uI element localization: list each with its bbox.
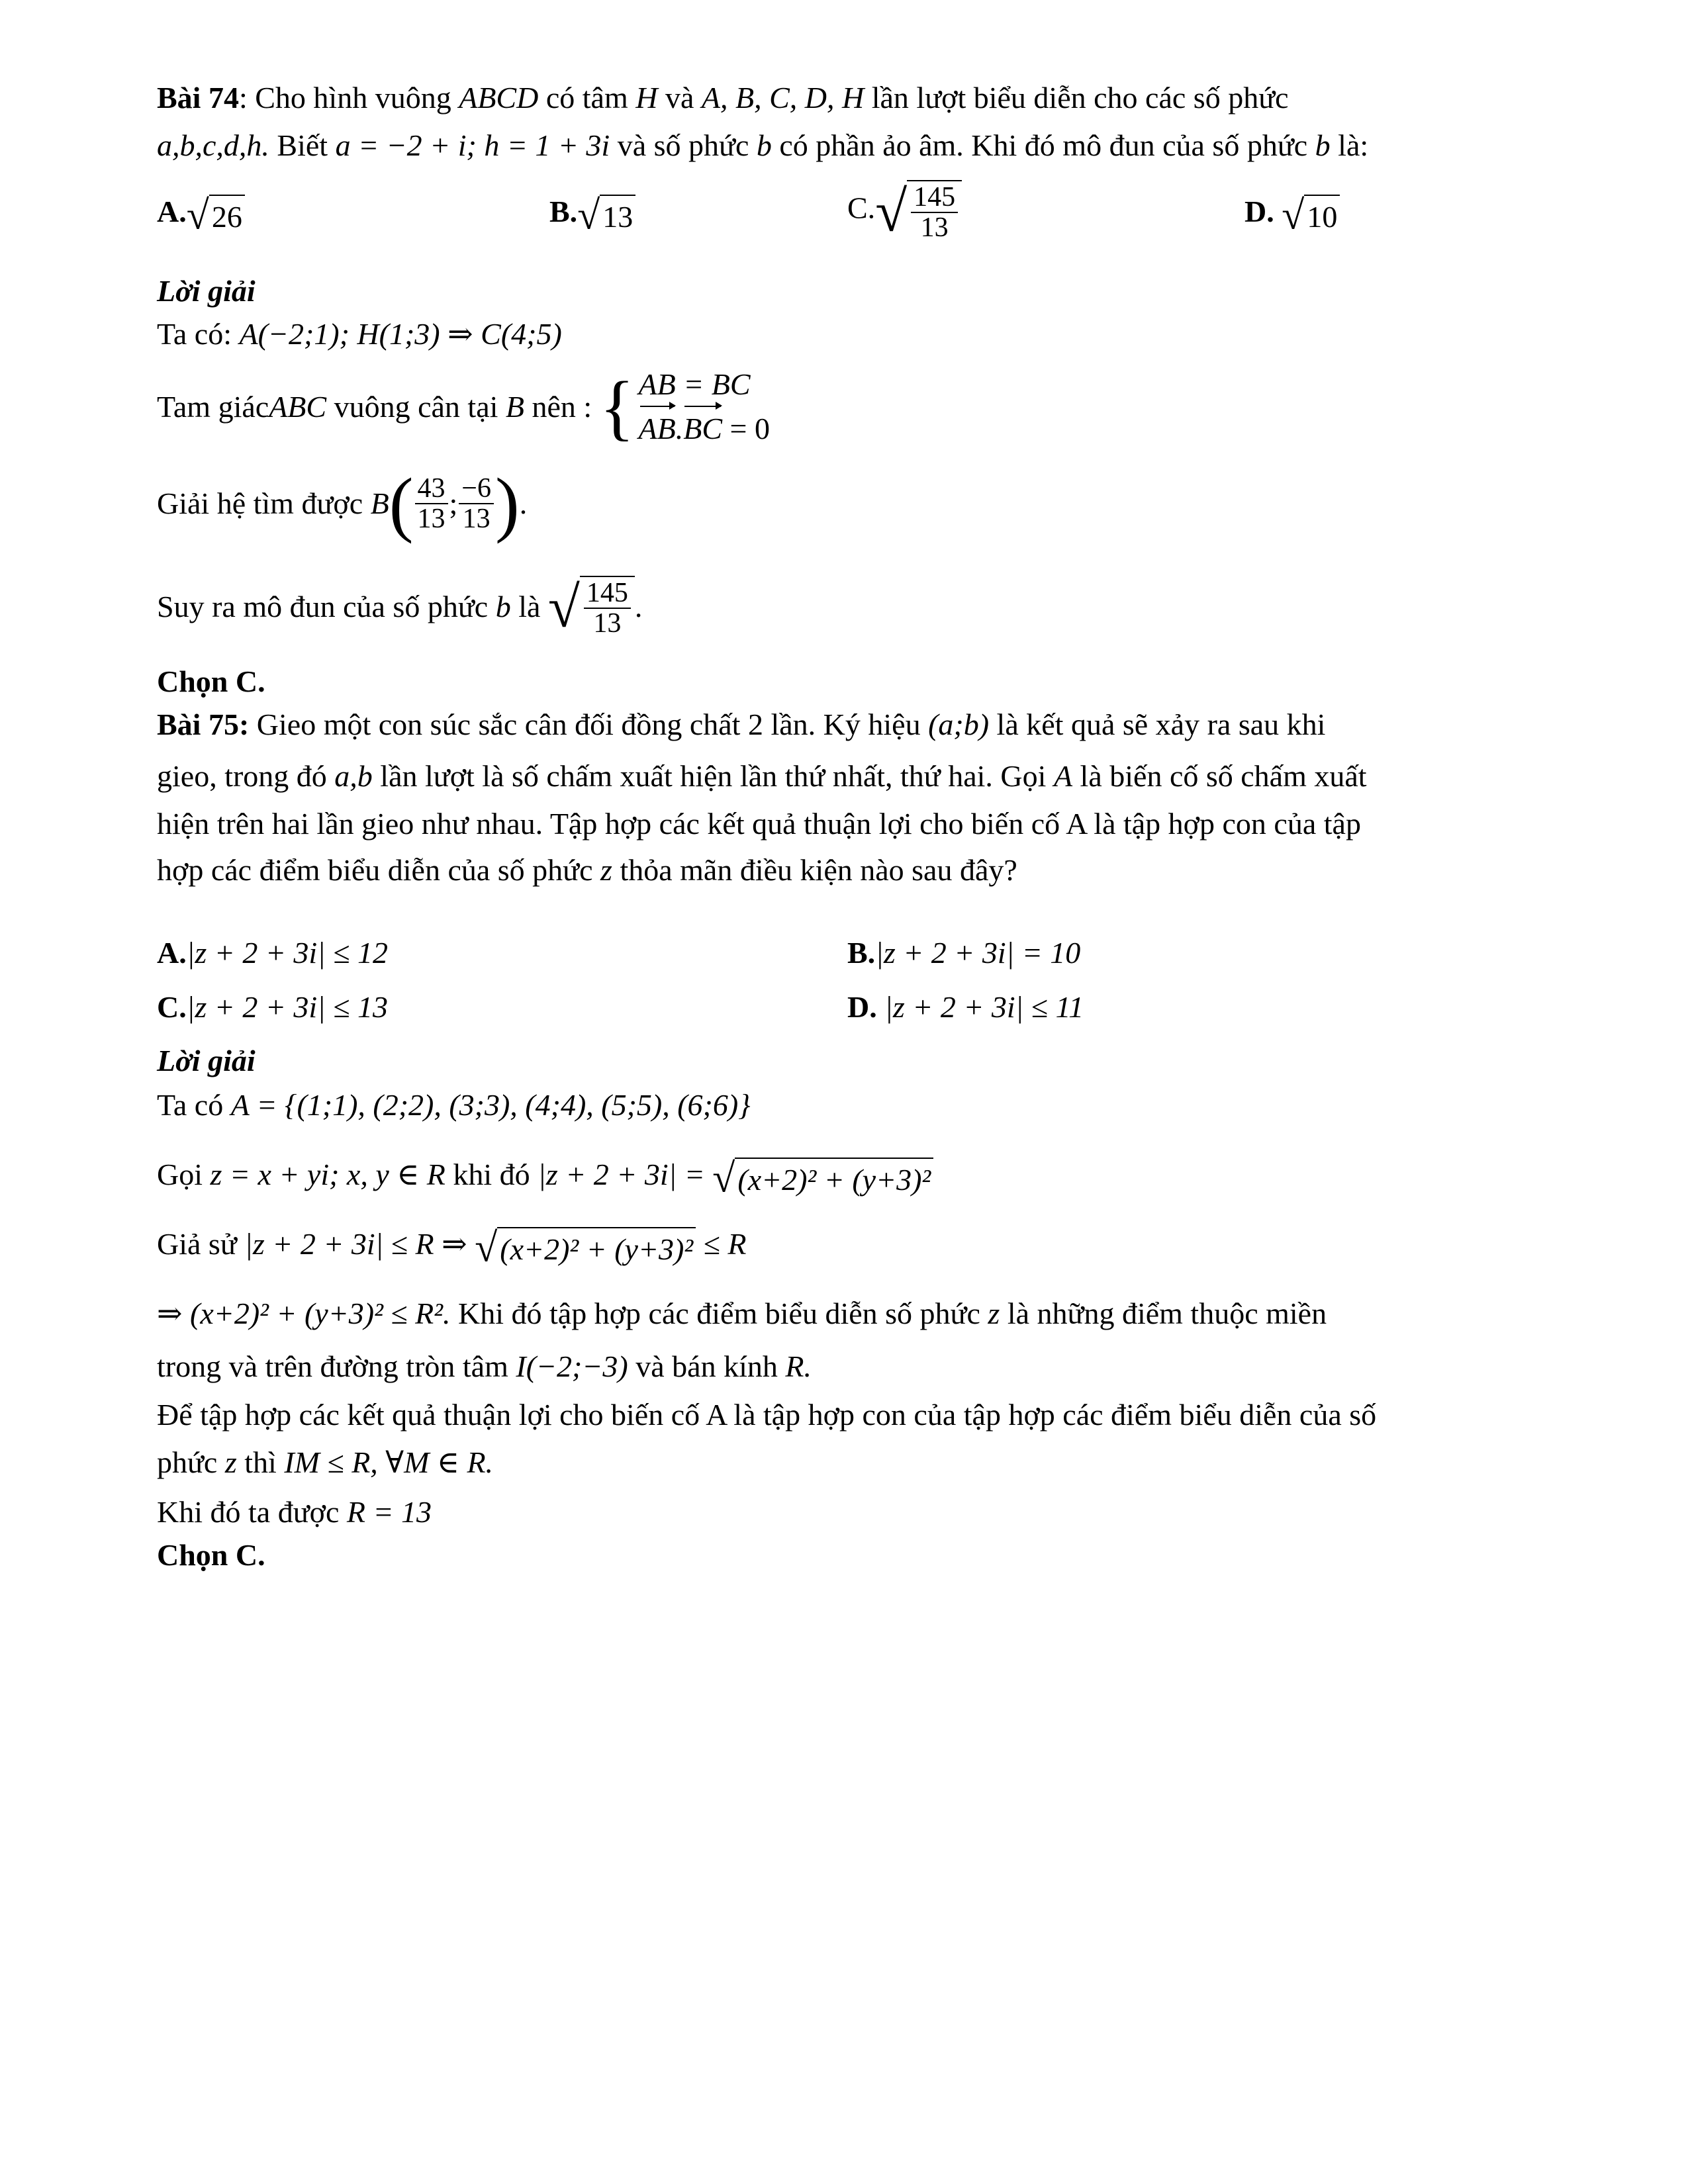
p74-line-2: a,b,c,d,h. Biết a = −2 + i; h = 1 + 3i và số phức b có phần ảo âm. Khi đó mô đun của số phức b là: xyxy=(157,128,1369,162)
p75-line-1: Bài 75: Gieo một con súc sắc cân đối đồng chất 2 lần. Ký hiệu (a;b) là kết quả sẽ xảy ra sau khi xyxy=(157,707,1326,741)
p75-label: Bài 75: xyxy=(157,707,250,741)
sqrt-sign: √(x+2)² + (y+3)² xyxy=(712,1156,933,1199)
p75-solution-line-3: Giả sử |z + 2 + 3i| ≤ R ⇒ √(x+2)² + (y+3)² ≤ R xyxy=(157,1225,747,1271)
p75-answer: Chọn C. xyxy=(157,1538,265,1572)
p74-solution-line-1: Ta có: A(−2;1); H(1;3) ⇒ C(4;5) xyxy=(157,317,562,351)
p75-line-4: hợp các điểm biểu diễn của số phức z thỏa mãn điều kiện nào sau đây? xyxy=(157,853,1017,887)
p74-option-a: A.√26 xyxy=(157,192,245,237)
p75-solution-line-5: trong và trên đường tròn tâm I(−2;−3) và bán kính R. xyxy=(157,1349,812,1383)
p75-solution-line-6: Để tập hợp các kết quả thuận lợi cho biến cố A là tập hợp con của tập hợp các điểm biểu diễn của số xyxy=(157,1398,1377,1432)
vector-ab: AB xyxy=(639,407,676,451)
p75-option-a: A.|z + 2 + 3i| ≤ 12 xyxy=(157,936,389,970)
p74-option-c: C.√ $\frac{145}{13}$ xyxy=(847,180,962,242)
sqrt-sign: √ $\frac{145}{13}$ xyxy=(548,576,635,638)
sqrt-sign: √10 xyxy=(1282,193,1340,236)
p75-solution-line-1: Ta có A = {(1;1), (2;2), (3;3), (4;4), (5;5), (6;6)} xyxy=(157,1088,751,1122)
p75-solution-line-4: ⇒ (x+2)² + (y+3)² ≤ R². Khi đó tập hợp các điểm biểu diễn số phức z là những điểm thuộc miền xyxy=(157,1297,1327,1330)
p74-solution-heading: Lời giải xyxy=(157,274,256,308)
sqrt-sign: √26 xyxy=(187,193,245,236)
sqrt-sign: √ $\frac{145}{13}$ xyxy=(875,180,962,242)
p75-solution-heading: Lời giải xyxy=(157,1044,256,1077)
p74-answer: Chọn C. xyxy=(157,664,265,698)
p75-solution-line-8: Khi đó ta được R = 13 xyxy=(157,1495,432,1529)
vector-bc: BC xyxy=(683,407,722,451)
sqrt-sign: √(x+2)² + (y+3)² xyxy=(475,1225,696,1269)
p74-line-1: Bài 74: Cho hình vuông ABCD có tâm H và A, B, C, D, H lần lượt biểu diễn cho các số phức xyxy=(157,81,1289,114)
left-brace: { xyxy=(599,366,635,447)
p75-line-2: gieo, trong đó a,b lần lượt là số chấm xuất hiện lần thứ nhất, thứ hai. Gọi A là biến cố số chấm xuất xyxy=(157,759,1367,793)
p74-option-b: B.√13 xyxy=(549,192,635,237)
p75-solution-line-7: phức z thì IM ≤ R, ∀M ∈ R. xyxy=(157,1445,494,1479)
p75-option-d: D. |z + 2 + 3i| ≤ 11 xyxy=(847,990,1084,1024)
p74-option-d: D. √10 xyxy=(1244,192,1340,237)
p75-solution-line-2: Gọi z = x + yi; x, y ∈ R khi đó |z + 2 + 3i| = √(x+2)² + (y+3)² xyxy=(157,1155,933,1200)
p74-label: Bài 74 xyxy=(157,81,239,114)
equation-system: AB = BC AB.BC = 0 xyxy=(639,363,770,451)
p74-solution-line-4: Suy ra mô đun của số phức b là √ $\frac{145}{13}$ . xyxy=(157,574,643,639)
p75-option-c: C.|z + 2 + 3i| ≤ 13 xyxy=(157,990,389,1024)
p75-option-b: B.|z + 2 + 3i| = 10 xyxy=(847,936,1081,970)
p75-line-3: hiện trên hai lần gieo như nhau. Tập hợp các kết quả thuận lợi cho biến cố A là tập hợp con của tập xyxy=(157,807,1361,841)
p74-solution-line-3: Giải hệ tìm được B( $\frac{43}{13}$ ; $\frac{-6}{13}$ ). xyxy=(157,463,528,544)
p74-solution-line-2: Tam giácABC vuông cân tại B nên : { AB = BC AB.BC = 0 xyxy=(157,363,770,451)
sqrt-sign: √13 xyxy=(577,193,635,236)
